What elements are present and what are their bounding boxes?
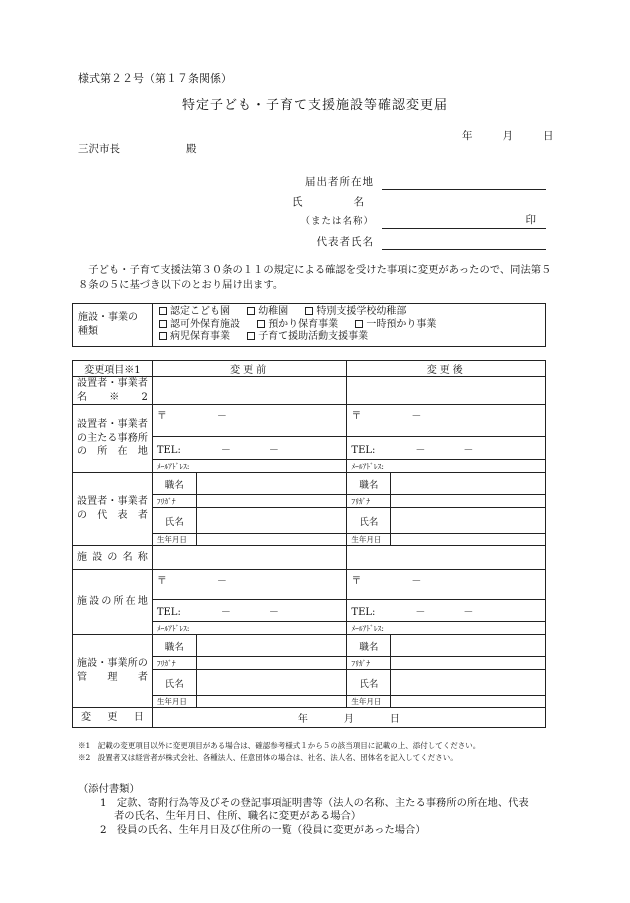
mgr-title-before[interactable] (196, 635, 347, 657)
row-facility-name-label: 施設の名称 (73, 546, 153, 570)
facility-tel-before[interactable]: TEL: － － (152, 600, 347, 622)
checkbox-icon[interactable] (355, 320, 363, 328)
checkbox-icon[interactable] (305, 307, 313, 315)
facility-email-before[interactable]: ﾒｰﾙｱﾄﾞﾚｽ: (152, 622, 347, 635)
facility-email-after[interactable]: ﾒｰﾙｱﾄﾞﾚｽ: (347, 622, 546, 635)
attachment-item-1: 1 定款、寄附行為等及びその登記事項証明書等（法人の名称、主たる事務所の所在地、代表 (100, 796, 529, 809)
facility-address-before[interactable]: 〒 － (152, 570, 347, 600)
rep-name-before[interactable] (196, 508, 347, 534)
option-youchien[interactable]: 幼稚園 (247, 306, 288, 319)
rep-title-label-after: 職名 (347, 473, 391, 495)
row-facility-address-label: 施設の所在地 (73, 570, 153, 635)
row-manager-label: 施設・事業所の管理者 (73, 635, 153, 708)
checkbox-icon[interactable] (247, 307, 255, 315)
addressee-name: 三沢市長 (78, 143, 120, 155)
honorific: 殿 (186, 143, 197, 155)
mgr-birth-label-after: 生年月日 (347, 696, 391, 708)
rep-furigana-before[interactable] (196, 495, 347, 508)
rep-furigana-label-before: ﾌﾘｶﾞﾅ (152, 495, 196, 508)
applicant-name-field[interactable] (382, 228, 546, 229)
applicant-name-row (250, 192, 546, 212)
mgr-furigana-before[interactable] (196, 657, 347, 670)
option-ninkagai-hoiku[interactable]: 認可外保育施設 (159, 319, 240, 332)
mgr-furigana-label-after: ﾌﾘｶﾞﾅ (347, 657, 391, 670)
rep-birth-after[interactable] (391, 534, 546, 546)
seal-mark: 印 (525, 214, 536, 226)
applicant-address-label: 届出者所在地 (305, 176, 374, 188)
option-nintei-kodomoen[interactable]: 認定こども園 (159, 306, 230, 319)
checkbox-icon[interactable] (257, 320, 265, 328)
rep-title-after[interactable] (391, 473, 546, 495)
option-byouji-hoiku[interactable]: 病児保育事業 (159, 331, 230, 344)
mgr-birth-label-before: 生年月日 (152, 696, 196, 708)
footnotes (78, 740, 480, 764)
mgr-name-after[interactable] (391, 670, 546, 696)
rep-name-after[interactable] (391, 508, 546, 534)
facility-name-before[interactable] (152, 546, 347, 570)
row-operator-name-label: 設置者・事業者名※2 (73, 377, 153, 405)
footnote-2: ※2 設置者又は経営者が株式会社、各種法人、任意団体の場合は、社名、法人名、団体名を記入してください。 (78, 753, 458, 762)
applicant-name-label: 氏 名 (292, 196, 374, 208)
attachment-item-1-cont: 者の氏名、生年月日、住所、職名に変更がある場合） (114, 810, 362, 822)
mgr-name-label-before: 氏名 (152, 670, 196, 696)
col-before-header: 変更前 (152, 361, 347, 377)
rep-furigana-label-after: ﾌﾘｶﾞﾅ (347, 495, 391, 508)
applicant-address-row (250, 172, 546, 192)
operator-name-before[interactable] (152, 377, 347, 405)
facility-type-table (72, 303, 546, 347)
option-tokubetsu-shien[interactable]: 特別支援学校幼稚部 (305, 306, 406, 319)
rep-birth-label-after: 生年月日 (347, 534, 391, 546)
rep-furigana-after[interactable] (391, 495, 546, 508)
mgr-furigana-after[interactable] (391, 657, 546, 670)
rep-title-label-before: 職名 (152, 473, 196, 495)
mgr-title-label-before: 職名 (152, 635, 196, 657)
attachments-heading: （添付書類） (78, 783, 140, 795)
option-azukari-hoiku[interactable]: 預かり保育事業 (257, 319, 338, 332)
addressee (78, 141, 197, 156)
submission-date (462, 128, 554, 143)
footnote-1: ※1 記載の変更項目以外に変更項目がある場合は、確認参考様式１から５の該当項目に記載の上、添付してください。 (78, 741, 481, 750)
operator-tel-before[interactable]: TEL: － － (152, 437, 347, 460)
checkbox-icon[interactable] (159, 320, 167, 328)
row-representative-label: 設置者・事業者の代表者 (73, 473, 153, 546)
mgr-birth-before[interactable] (196, 696, 347, 708)
checkbox-icon[interactable] (159, 332, 167, 340)
checkbox-icon[interactable] (159, 307, 167, 315)
change-table (72, 360, 546, 728)
col-after-header: 変更後 (347, 361, 546, 377)
rep-birth-label-before: 生年月日 (152, 534, 196, 546)
month-label: 月 (502, 130, 513, 142)
mgr-title-label-after: 職名 (347, 635, 391, 657)
applicant-rep-field[interactable] (382, 249, 546, 250)
rep-name-label-before: 氏名 (152, 508, 196, 534)
facility-address-after[interactable]: 〒 － (347, 570, 546, 600)
facility-name-after[interactable] (347, 546, 546, 570)
form-number: 様式第２２号（第１７条関係） (78, 72, 232, 85)
attachment-item-2: 2 役員の氏名、生年月日及び住所の一覧（役員に変更があった場合） (100, 823, 426, 836)
document-title: 特定子ども・子育て支援施設等確認変更届 (181, 98, 448, 113)
applicant-corp-label: （または名称） (300, 216, 374, 227)
applicant-rep-row (250, 232, 546, 252)
checkbox-icon[interactable] (247, 332, 255, 340)
row-change-date-label: 変更日 (73, 708, 153, 728)
applicant-corp-row (250, 211, 546, 231)
mgr-title-after[interactable] (391, 635, 546, 657)
option-kosodate-enjo[interactable]: 子育て援助活動支援事業 (247, 331, 368, 344)
year-label: 年 (462, 130, 473, 142)
option-ichiji-azukari[interactable]: 一時預かり事業 (355, 319, 436, 332)
mgr-name-label-after: 氏名 (347, 670, 391, 696)
rep-title-before[interactable] (196, 473, 347, 495)
mgr-birth-after[interactable] (391, 696, 546, 708)
col-item-header: 変更項目※1 (73, 361, 153, 377)
mgr-furigana-label-before: ﾌﾘｶﾞﾅ (152, 657, 196, 670)
row-operator-address-label: 設置者・事業者の主たる事務所の所在地 (73, 405, 153, 473)
operator-address-before[interactable]: 〒 － (152, 405, 347, 437)
change-date-field[interactable]: 年 月 日 (152, 708, 545, 728)
operator-address-after[interactable]: 〒 － (347, 405, 546, 437)
facility-type-label: 施設・事業の種類 (73, 304, 153, 347)
attachments (78, 783, 529, 837)
mgr-name-before[interactable] (196, 670, 347, 696)
facility-tel-after[interactable]: TEL: － － (347, 600, 546, 622)
operator-tel-after[interactable]: TEL: － － (347, 437, 546, 460)
operator-name-after[interactable] (347, 377, 546, 405)
day-label: 日 (543, 130, 554, 142)
operator-email-before[interactable]: ﾒｰﾙｱﾄﾞﾚｽ: (152, 460, 347, 473)
applicant-rep-label: 代表者氏名 (316, 236, 374, 248)
facility-type-options (153, 304, 546, 347)
operator-email-after[interactable]: ﾒｰﾙｱﾄﾞﾚｽ: (347, 460, 546, 473)
applicant-address-field[interactable] (382, 189, 546, 190)
declaration-text: 子ども・子育て支援法第３０条の１１の規定による確認を受けた事項に変更があったので、同法第５８条の５に基づき以下のとおり届け出ます。 (78, 264, 552, 291)
rep-birth-before[interactable] (196, 534, 347, 546)
rep-name-label-after: 氏名 (347, 508, 391, 534)
